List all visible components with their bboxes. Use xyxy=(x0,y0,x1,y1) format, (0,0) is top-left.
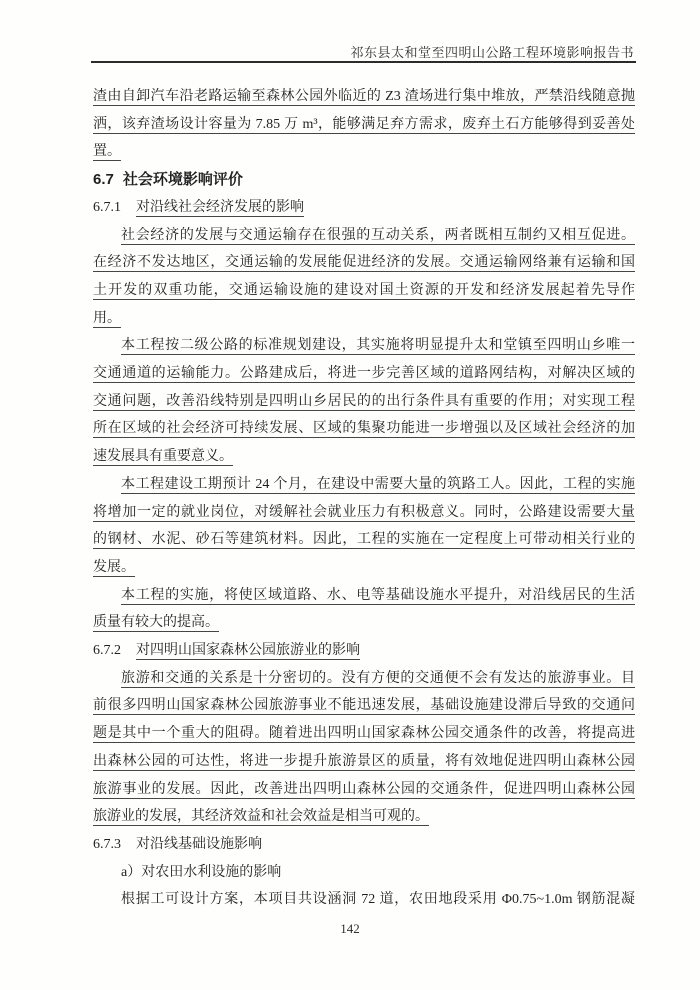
subsection-heading-6-7-1 xyxy=(93,194,635,222)
body-line: 旅游事业的发展。因此，改善进出四明山森林公园的交通条件，促进四明山森林公园 xyxy=(93,781,635,797)
body-line: 所在区域的社会经济可持续发展、区域的集聚功能进一步增强以及区域社会经济的加 xyxy=(93,421,635,437)
body-line: 本工程按二级公路的标准规划建设，其实施将明显提升太和堂镇至四明山乡唯一 xyxy=(121,338,635,354)
body-line: 出森林公园的可达性，将进一步提升旅游景区的质量，将有效地促进四明山森林公园 xyxy=(93,753,635,769)
subsection-number: 6.7.3 xyxy=(93,836,121,852)
page-number: 142 xyxy=(340,921,360,936)
subsection-title: 对沿线社会经济发展的影响 xyxy=(136,199,304,215)
body-line: 交通通道的运输能力。公路建成后，将进一步完善区域的道路网结构，对解决区域的 xyxy=(93,366,635,382)
body-line: 本工程的实施，将使区域道路、水、电等基础设施水平提升，对沿线居民的生活 xyxy=(121,587,635,603)
section-heading-6-7 xyxy=(93,166,635,194)
body-line: 用。 xyxy=(93,310,121,326)
running-title: 祁东县太和堂至四明山公路工程环境影响报告书 xyxy=(350,45,634,60)
body-line: a）对农田水利设施的影响 xyxy=(121,864,282,880)
body-line: 土开发的双重功能，交通运输设施的建设对国土资源的开发和经济发展起着先导作 xyxy=(93,282,635,298)
body-line: 在经济不发达地区，交通运输的发展能促进经济的发展。交通运输网络兼有运输和国 xyxy=(93,255,635,271)
body-line: 速发展具有重要意义。 xyxy=(93,449,233,465)
body-line: 将增加一定的就业岗位，对缓解社会就业压力有积极意义。同时，公路建设需要大量 xyxy=(93,504,635,520)
body-line: 的钢材、水泥、砂石等建筑材料。因此，工程的实施在一定程度上可带动相关行业的 xyxy=(93,532,635,548)
body-line: 题是其中一个重大的阻碍。随着进出四明山国家森林公园交通条件的改善，将提高进 xyxy=(93,726,635,742)
body-line: 社会经济的发展与交通运输存在很强的互动关系，两者既相互制约又相互促进。 xyxy=(121,227,635,243)
page-header xyxy=(93,42,634,61)
subsection-title: 对四明山国家森林公园旅游业的影响 xyxy=(136,643,360,659)
subsection-title: 对沿线基础设施影响 xyxy=(136,836,262,852)
body-line: 旅游和交通的关系是十分密切的。没有方便的交通便不会有发达的旅游事业。目 xyxy=(121,670,635,686)
subsection-number: 6.7.2 xyxy=(93,643,121,659)
body-line: 置。 xyxy=(93,144,121,160)
body-line: 旅游业的发展，其经济效益和社会效益是相当可观的。 xyxy=(93,809,429,825)
section-title: 社会环境影响评价 xyxy=(122,171,243,189)
body-line: 交通问题，改善沿线特别是四明山乡居民的的出行条件具有重要的作用；对实现工程 xyxy=(93,393,635,409)
page-footer xyxy=(0,921,700,937)
body-line: 质量有较大的提高。 xyxy=(93,615,219,631)
section-number: 6.7 xyxy=(93,171,114,189)
body-line: 前很多四明山国家森林公园旅游事业不能迅速发展，基础设施建设滞后导致的交通问 xyxy=(93,698,635,714)
document-body xyxy=(93,83,635,914)
subsection-heading-6-7-2 xyxy=(93,637,635,665)
subsection-number: 6.7.1 xyxy=(93,199,121,215)
body-line: 渣由自卸汽车沿老路运输至森林公园外临近的 Z3 渣场进行集中堆放，严禁沿线随意抛 xyxy=(93,89,635,104)
body-line: 根据工可设计方案，本项目共设涵洞 72 道，农田地段采用 Φ0.75~1.0m 钢筋混凝 xyxy=(121,892,635,908)
subsection-heading-6-7-3 xyxy=(93,831,635,859)
body-line: 发展。 xyxy=(93,559,135,575)
body-line: 本工程建设工期预计 24 个月，在建设中需要大量的筑路工人。因此，工程的实施 xyxy=(121,476,635,492)
header-rule xyxy=(91,61,636,63)
body-line: 洒，该弃渣场设计容量为 7.85 万 m³，能够满足弃方需求，废弃土石方能够得到妥善处 xyxy=(93,116,635,132)
